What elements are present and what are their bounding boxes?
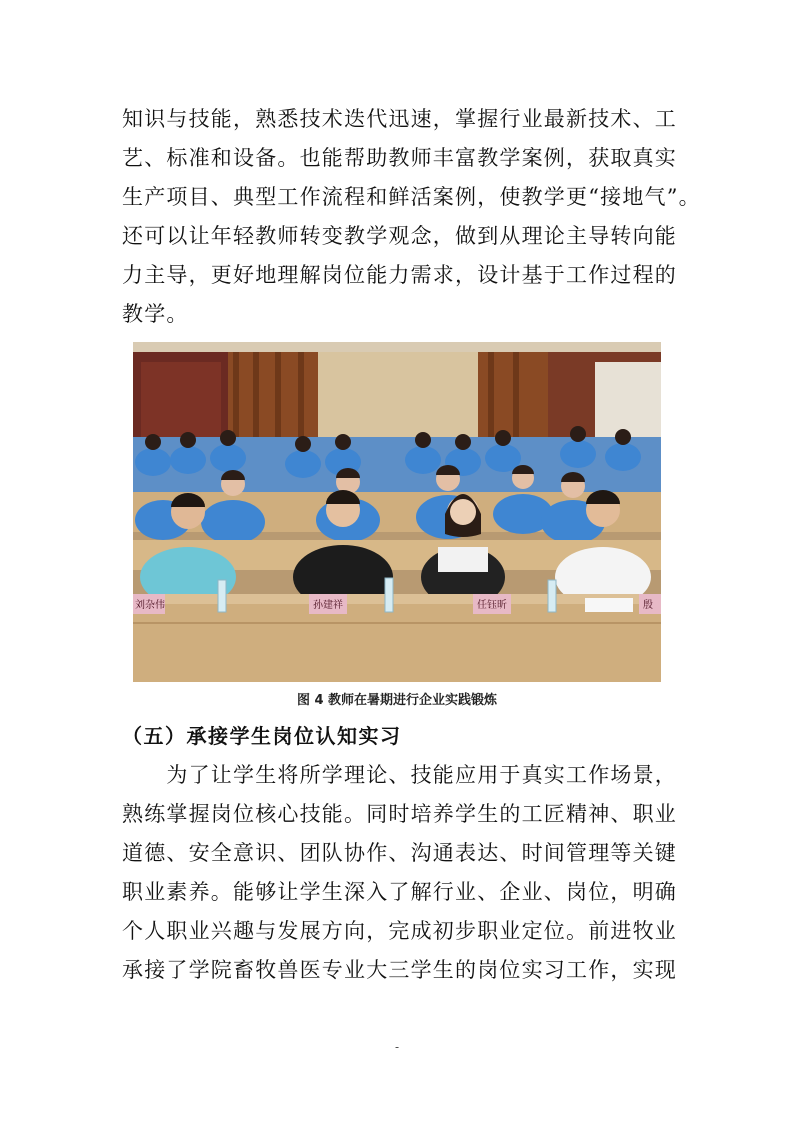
- section-heading: （五）承接学生岗位认知实习: [122, 724, 402, 748]
- text-line: 职业素养。能够让学生深入了解行业、企业、岗位，明确: [122, 880, 677, 904]
- text-line: 为了让学生将所学理论、技能应用于真实工作场景，: [122, 763, 677, 787]
- text-line: 艺、标准和设备。也能帮助教师丰富教学案例，获取真实: [122, 146, 677, 170]
- text-line: 承接了学院畜牧兽医专业大三学生的岗位实习工作，实现: [122, 958, 677, 982]
- text-line: 力主导，更好地理解岗位能力需求，设计基于工作过程的: [122, 263, 677, 287]
- meeting-photo: [133, 342, 661, 682]
- text-line: 道德、安全意识、团队协作、沟通表达、时间管理等关键: [122, 841, 677, 865]
- text-line: 熟练掌握岗位核心技能。同时培养学生的工匠精神、职业: [122, 802, 677, 826]
- paragraph-teacher-benefits: [122, 100, 701, 334]
- page-number: -: [394, 1040, 400, 1054]
- text-line: 个人职业兴趣与发展方向，完成初步职业定位。前进牧业: [122, 919, 677, 943]
- paragraph-student-internship: [122, 756, 677, 990]
- nameplate-4-text: 殷: [643, 600, 653, 611]
- figure-caption: 图 4 教师在暑期进行企业实践锻炼: [296, 693, 498, 708]
- nameplate-2-text: 孙建祥: [313, 600, 343, 611]
- meeting-photo-illustration: [133, 342, 661, 682]
- nameplate-3-text: 任钰昕: [477, 600, 507, 611]
- text-line: 知识与技能，熟悉技术迭代迅速，掌握行业最新技术、工: [122, 107, 677, 131]
- nameplate-1-text: 刘杂伟: [135, 600, 165, 611]
- text-line: 教学。: [122, 302, 189, 326]
- text-line: 生产项目、典型工作流程和鲜活案例，使教学更“接地气”。: [122, 185, 701, 209]
- text-line: 还可以让年轻教师转变教学观念，做到从理论主导转向能: [122, 224, 677, 248]
